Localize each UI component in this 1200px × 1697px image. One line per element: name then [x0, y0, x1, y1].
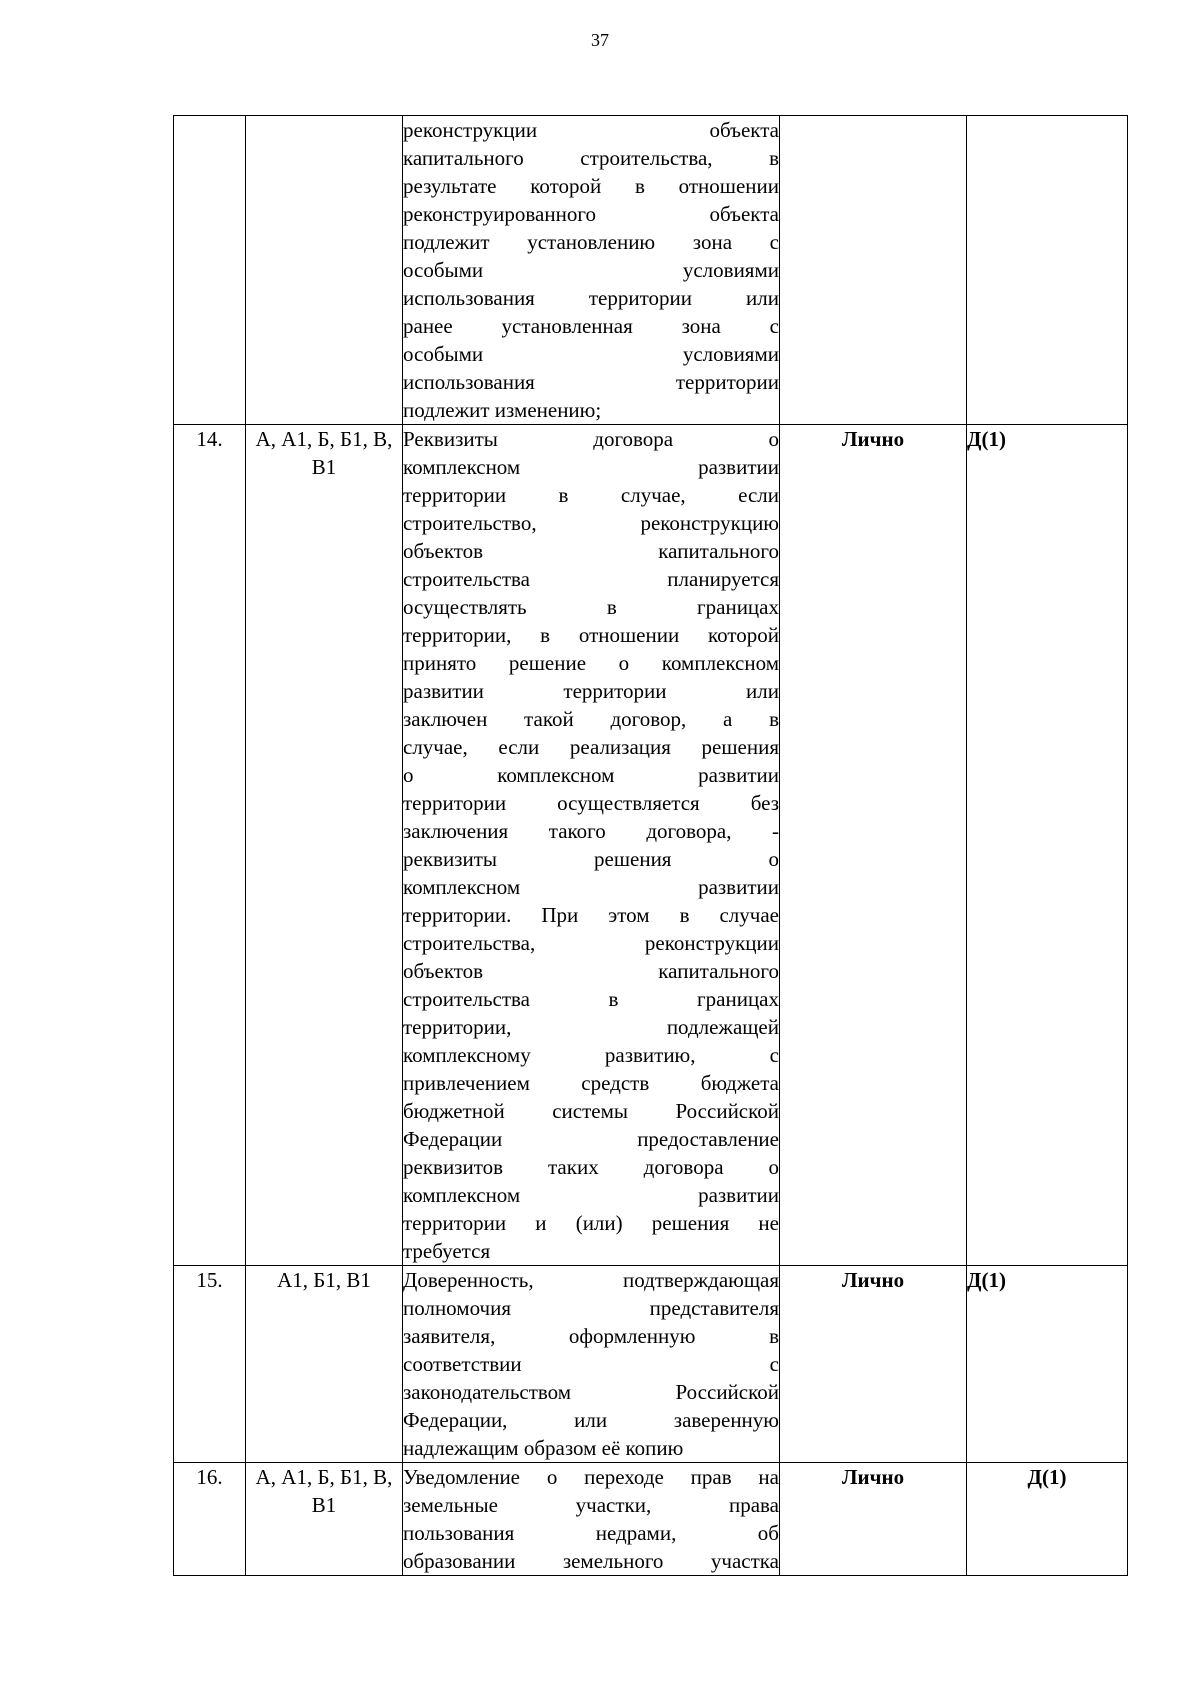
description-line: привлечением средств бюджета	[403, 1071, 779, 1095]
description-line: развитии территории или	[403, 679, 779, 703]
table-row	[174, 1463, 1128, 1576]
submission-method-cell: Лично	[780, 1463, 967, 1576]
document-code-cell: Д(1)	[967, 1463, 1128, 1576]
description-line: особыми условиями	[403, 258, 779, 282]
row-number-cell: 15.	[174, 1266, 246, 1463]
description-line: реквизиты решения о	[403, 847, 779, 871]
description-line: Федерации, или заверенную	[403, 1408, 779, 1432]
description-line: территории в случае, если	[403, 483, 779, 507]
description-line: строительства планируется	[403, 567, 779, 591]
description-line: особыми условиями	[403, 342, 779, 366]
document-code-cell: Д(1)	[967, 425, 1128, 1266]
description-line: принято решение о комплексном	[403, 651, 779, 675]
description-line: надлежащим образом её копию	[403, 1436, 684, 1460]
applicant-categories-cell: А, А1, Б, Б1, В, В1	[246, 425, 403, 1266]
description-line: бюджетной системы Российской	[403, 1099, 779, 1123]
description-line: реконструированного объекта	[403, 202, 779, 226]
description-line: осуществлять в границах	[403, 595, 779, 619]
description-line: соответствии с	[403, 1352, 779, 1376]
description-line: территории и (или) решения не	[403, 1211, 779, 1235]
description-line: капитального строительства, в	[403, 146, 779, 170]
description-line: реконструкции объекта	[403, 118, 779, 142]
description-line: объектов капитального	[403, 539, 779, 563]
document-description-cell	[403, 1463, 780, 1576]
description-line: использования территории или	[403, 286, 779, 310]
document-code-cell	[967, 116, 1128, 425]
applicant-categories-cell: А, А1, Б, Б1, В, В1	[246, 1463, 403, 1576]
description-line: пользования недрами, об	[403, 1521, 779, 1545]
description-line: заявителя, оформленную в	[403, 1324, 779, 1348]
description-line: подлежит изменению;	[403, 398, 602, 422]
row-number-cell: 14.	[174, 425, 246, 1266]
description-line: Федерации предоставление	[403, 1127, 779, 1151]
description-line: законодательством Российской	[403, 1380, 779, 1404]
description-line: территории осуществляется без	[403, 791, 779, 815]
documents-table	[173, 115, 1128, 1576]
submission-method-cell: Лично	[780, 1266, 967, 1463]
document-description-cell	[403, 425, 780, 1266]
description-line: случае, если реализация решения	[403, 735, 779, 759]
description-line: земельные участки, права	[403, 1493, 779, 1517]
document-description-cell	[403, 1266, 780, 1463]
document-description-cell	[403, 116, 780, 425]
description-line: полномочия представителя	[403, 1296, 779, 1320]
description-line: образовании земельного участка	[403, 1549, 779, 1573]
description-line: объектов капитального	[403, 959, 779, 983]
description-line: Уведомление о переходе прав на	[403, 1465, 779, 1489]
description-line: строительство, реконструкцию	[403, 511, 779, 535]
description-line: реквизитов таких договора о	[403, 1155, 779, 1179]
description-line: результате которой в отношении	[403, 174, 779, 198]
page-number: 37	[591, 30, 609, 50]
description-line: комплексном развитии	[403, 1183, 779, 1207]
description-line: территории. При этом в случае	[403, 903, 779, 927]
description-line: Реквизиты договора о	[403, 427, 779, 451]
description-line: ранее установленная зона с	[403, 314, 779, 338]
table-row	[174, 425, 1128, 1266]
description-line: использования территории	[403, 370, 779, 394]
description-line: комплексном развитии	[403, 455, 779, 479]
applicant-categories-cell: А1, Б1, В1	[246, 1266, 403, 1463]
description-line: о комплексном развитии	[403, 763, 779, 787]
description-line: заключения такого договора, -	[403, 819, 779, 843]
description-line: комплексному развитию, с	[403, 1043, 779, 1067]
description-line: Доверенность, подтверждающая	[403, 1268, 779, 1292]
description-line: строительства, реконструкции	[403, 931, 779, 955]
description-line: территории, в отношении которой	[403, 623, 779, 647]
row-number-cell	[174, 116, 246, 425]
description-line: заключен такой договор, а в	[403, 707, 779, 731]
description-line: подлежит установлению зона с	[403, 230, 779, 254]
table-row	[174, 116, 1128, 425]
submission-method-cell	[780, 116, 967, 425]
table-row	[174, 1266, 1128, 1463]
description-line: требуется	[403, 1239, 491, 1263]
description-line: территории, подлежащей	[403, 1015, 779, 1039]
description-line: строительства в границах	[403, 987, 779, 1011]
submission-method-cell: Лично	[780, 425, 967, 1266]
description-line: комплексном развитии	[403, 875, 779, 899]
document-code-cell: Д(1)	[967, 1266, 1128, 1463]
row-number-cell: 16.	[174, 1463, 246, 1576]
applicant-categories-cell	[246, 116, 403, 425]
